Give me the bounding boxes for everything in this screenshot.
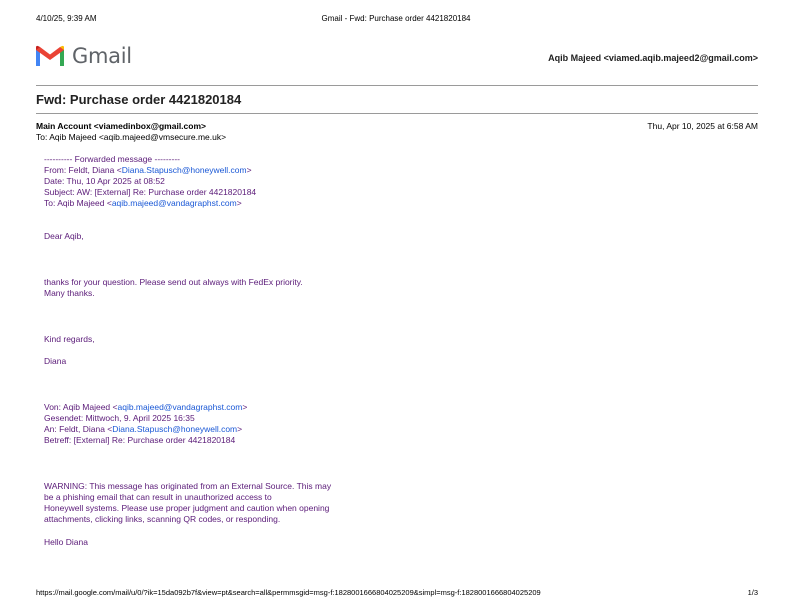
message-body xyxy=(44,154,404,548)
gmail-logo[interactable] xyxy=(34,44,132,68)
an-line: An: Feldt, Diana <Diana.Stapusch@honeywell.com> xyxy=(44,424,243,434)
warning-line: be a phishing email that can result in unauthorized access to xyxy=(44,492,272,502)
warning-line: attachments, clicking links, scanning QR codes, or responding. xyxy=(44,514,281,524)
recipient: To: Aqib Majeed <aqib.majeed@vmsecure.me.uk> xyxy=(36,132,227,142)
body-line: thanks for your question. Please send out always with FedEx priority. xyxy=(44,277,303,287)
email-link[interactable]: aqib.majeed@vandagraphst.com xyxy=(111,198,237,208)
greeting: Dear Aqib, xyxy=(44,231,84,241)
hello-line: Hello Diana xyxy=(44,537,88,547)
fwd-to-line: To: Aqib Majeed <aqib.majeed@vandagraphst.com> xyxy=(44,198,242,208)
message-meta xyxy=(36,121,226,143)
page-number: 1/3 xyxy=(747,588,758,597)
betreff-line: Betreff: [External] Re: Purchase order 4421820184 xyxy=(44,435,236,445)
fwd-from-line: From: Feldt, Diana <Diana.Stapusch@honeywell.com> xyxy=(44,165,252,175)
print-timestamp: 4/10/25, 9:39 AM xyxy=(36,14,97,23)
divider xyxy=(36,85,758,86)
email-subject: Fwd: Purchase order 4421820184 xyxy=(36,92,242,107)
account-label: Aqib Majeed <viamed.aqib.majeed2@gmail.com> xyxy=(548,53,758,63)
warning-line: WARNING: This message has originated from an External Source. This may xyxy=(44,481,332,491)
forward-marker: ---------- Forwarded message --------- xyxy=(44,154,180,164)
gmail-header xyxy=(34,44,758,72)
sender: Main Account <viamedinbox@gmail.com> xyxy=(36,121,206,131)
divider xyxy=(36,113,758,114)
closing: Kind regards, xyxy=(44,334,95,344)
fwd-subject-line: Subject: AW: [External] Re: Purchase order 4421820184 xyxy=(44,187,257,197)
signature: Diana xyxy=(44,356,67,366)
gesendet-line: Gesendet: Mittwoch, 9. April 2025 16:35 xyxy=(44,413,195,423)
message-date: Thu, Apr 10, 2025 at 6:58 AM xyxy=(647,121,758,131)
email-link[interactable]: Diana.Stapusch@honeywell.com xyxy=(121,165,247,175)
gmail-wordmark: Gmail xyxy=(72,44,132,68)
body-line: Many thanks. xyxy=(44,288,95,298)
warning-line: Honeywell systems. Please use proper judgment and caution when opening xyxy=(44,503,330,513)
print-page-title: Gmail - Fwd: Purchase order 4421820184 xyxy=(321,14,471,23)
print-url: https://mail.google.com/mail/u/0/?ik=15da092b7f&view=pt&search=all&permmsgid=msg-f:1828001666804025209&simpl=msg-f:1828001666804025209 xyxy=(36,588,541,597)
von-line: Von: Aqib Majeed <aqib.majeed@vandagraphst.com> xyxy=(44,402,248,412)
email-link[interactable]: Diana.Stapusch@honeywell.com xyxy=(112,424,238,434)
fwd-date-line: Date: Thu, 10 Apr 2025 at 08:52 xyxy=(44,176,165,186)
print-header xyxy=(36,14,756,24)
email-link[interactable]: aqib.majeed@vandagraphst.com xyxy=(117,402,243,412)
gmail-envelope-icon xyxy=(34,44,66,68)
print-footer xyxy=(36,588,758,598)
